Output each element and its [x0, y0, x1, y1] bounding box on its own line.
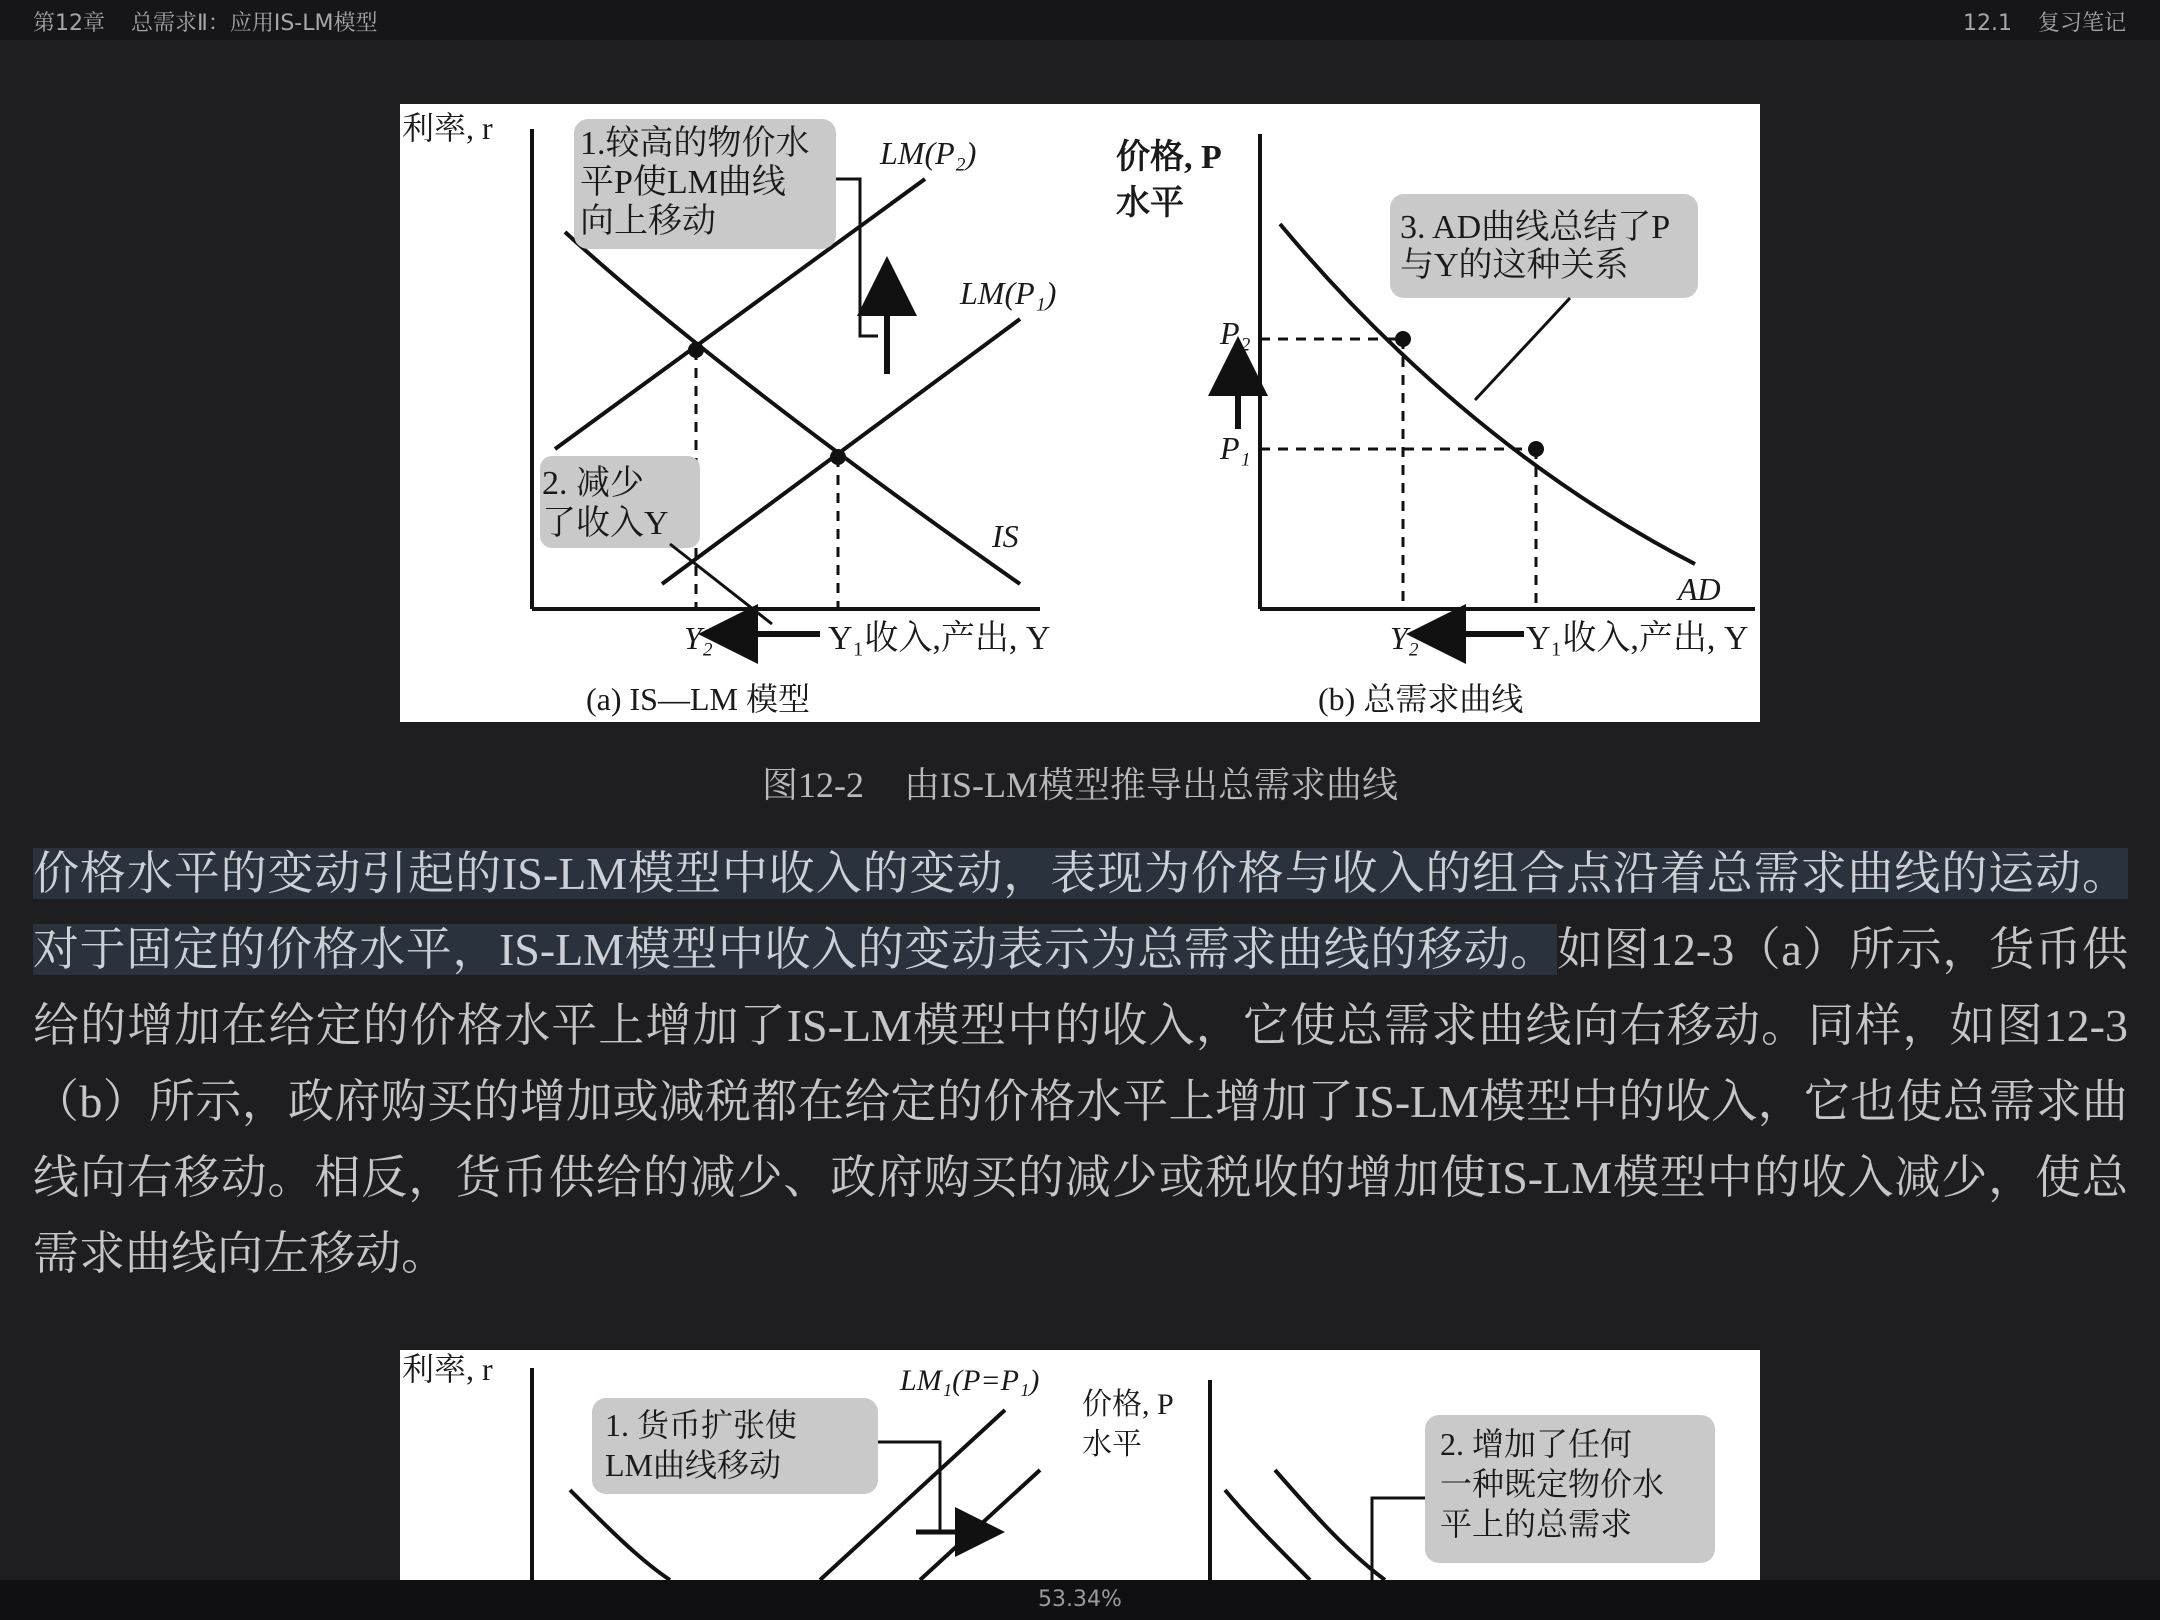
panel-b-y-axis-label-1: 价格, P — [1116, 139, 1222, 176]
lm2-curve — [920, 1470, 1040, 1580]
section-number: 12.1 — [1963, 11, 2012, 36]
callout-3-line-1: 3. AD曲线总结了P — [1400, 209, 1671, 246]
callout-2-line-1: 2. 增加了任何 — [1440, 1426, 1633, 1462]
panel-b-y-axis-label-1: 价格, P — [1082, 1388, 1174, 1421]
section-heading — [1937, 6, 2126, 37]
panel-a-is-lm — [402, 110, 1056, 717]
figure-12-3-diagram — [400, 1350, 1760, 1580]
lm-p1-label: LM(P₁) — [960, 275, 1057, 311]
ad-label: AD — [1678, 571, 1721, 607]
figure-12-2-diagram — [400, 104, 1760, 722]
panel-b-y-axis-label-2: 水平 — [1116, 185, 1184, 222]
panel-b-y-axis-label-2: 水平 — [1082, 1428, 1142, 1461]
top-bar — [0, 0, 2160, 40]
callout-1-line-2: LM曲线移动 — [605, 1447, 782, 1483]
callout-2-line-1: 2. 减少 — [542, 465, 644, 502]
callout-1-leader — [836, 179, 878, 336]
chapter-number: 第12章 — [33, 11, 105, 36]
p1-label: P₁ — [1220, 430, 1251, 466]
paragraph-text[interactable]: 如图12-3（a）所示，货币供给的增加在给定的价格水平上增加了IS-LM模型中的收入，它使总需求曲线向右移动。同样，如图12-3（b）所示，政府购买的增加或减税都在给定的价格水平上增加了IS-LM模型中的收入，它也使总需求曲线向右移动。相反，货币供给的减少、政府购买的减少或税收的增加使IS-LM模型中的收入减少，使总需求曲线向左移动。 — [33, 924, 2128, 1279]
panel-b-ad-shift — [1082, 1380, 1715, 1580]
p2-label: P₂ — [1220, 315, 1251, 351]
figure-caption — [0, 757, 2160, 808]
panel-a-y-axis-label: 利率, r — [402, 1351, 493, 1387]
callout-3-leader — [1475, 298, 1570, 400]
callout-2-line-2: 了收入Y — [542, 505, 669, 542]
callout-1-line-1: 1.较高的物价水 — [580, 125, 810, 162]
figure-12-2 — [400, 104, 1760, 722]
caption-title: 由IS-LM模型推导出总需求曲线 — [904, 765, 1398, 805]
chapter-title: 总需求Ⅱ：应用IS-LM模型 — [131, 11, 378, 36]
highlighted-text[interactable]: 价格水平的变动引起的IS-LM模型中收入的变动，表现为价格与收入的组合点沿着总需求曲线的运动。对于固定的价格水平，IS-LM模型中收入的变动表示为总需求曲线的移动。 — [33, 848, 2128, 975]
callout-2-leader — [1372, 1498, 1425, 1580]
is-label: IS — [992, 518, 1019, 554]
panel-b-subtitle: (b) 总需求曲线 — [1318, 681, 1524, 717]
panel-b-x-axis-label: Y₁收入,产出, Y — [1526, 620, 1749, 657]
reading-progress — [0, 1580, 2160, 1620]
callout-1-line-2: 平P使LM曲线 — [580, 164, 786, 201]
panel-a-subtitle: (a) IS—LM 模型 — [586, 681, 810, 717]
panel-a-y-axis-label: 利率, r — [402, 110, 493, 146]
is-curve-2 — [570, 1490, 670, 1580]
callout-2-line-3: 平上的总需求 — [1440, 1506, 1633, 1542]
callout-1-line-1: 1. 货币扩张使 — [605, 1407, 798, 1443]
panel-a-money-expansion — [402, 1351, 1040, 1580]
callout-2-leader — [670, 544, 772, 624]
chapter-heading — [33, 6, 403, 37]
panel-a-x-axis-label: Y₁收入,产出, Y — [828, 620, 1051, 657]
panel-a-y2-label: Y₂ — [684, 620, 713, 656]
panel-b-aggregate-demand — [1116, 134, 1755, 717]
ad1-curve — [1225, 1490, 1310, 1580]
section-title: 复习笔记 — [2037, 11, 2126, 36]
figure-12-3-partial — [400, 1350, 1760, 1580]
lm-p2-label: LM(P₂) — [880, 135, 977, 171]
progress-percent: 53.34% — [1038, 1587, 1122, 1612]
callout-2-line-2: 一种既定物价水 — [1440, 1466, 1665, 1502]
callout-1-line-3: 向上移动 — [580, 203, 716, 240]
lm1-label: LM₁(P=P₁) — [900, 1364, 1040, 1397]
body-paragraph[interactable] — [33, 836, 2128, 1292]
callout-3-line-2: 与Y的这种关系 — [1400, 247, 1629, 284]
caption-number: 图12-2 — [762, 765, 864, 805]
panel-b-y2-label: Y₂ — [1390, 620, 1419, 656]
